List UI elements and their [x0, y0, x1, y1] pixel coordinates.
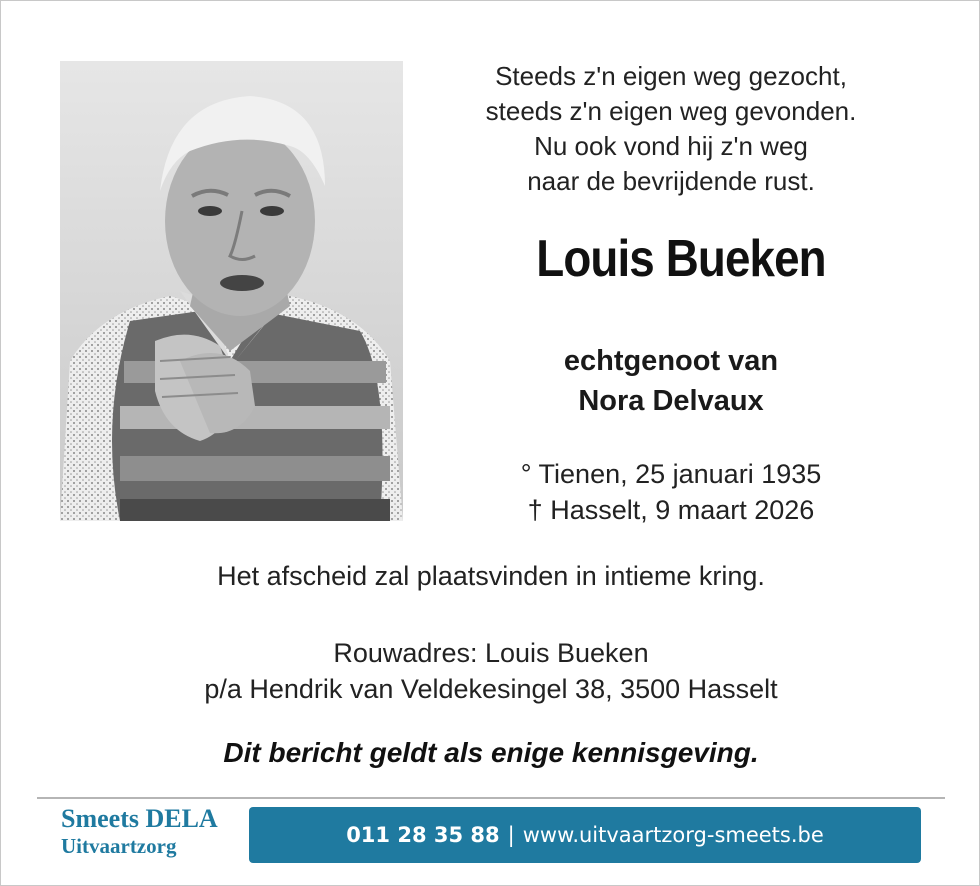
brand-name: Smeets DELA [61, 804, 218, 833]
deceased-name: Louis Bueken [536, 230, 826, 288]
brand-logo [61, 805, 218, 859]
divider [37, 797, 945, 799]
portrait-photo [60, 61, 403, 521]
mourning-address [1, 635, 980, 707]
website-link[interactable]: www.uitvaartzorg-smeets.be [522, 823, 824, 847]
poem-line: steeds z'n eigen weg gevonden. [485, 96, 857, 126]
life-dates [421, 456, 921, 528]
separator: | [507, 823, 515, 847]
address-line: p/a Hendrik van Veldekesingel 38, 3500 Hasselt [204, 674, 778, 704]
spouse-name: Nora Delvaux [578, 385, 764, 417]
death-date: † Hasselt, 9 maart 2026 [527, 495, 815, 525]
memorial-poem [421, 59, 921, 199]
poem-line: Nu ook vond hij z'n weg [534, 131, 808, 161]
spouse-info [421, 341, 921, 421]
poem-line: Steeds z'n eigen weg gezocht, [495, 61, 847, 91]
notice-text: Dit bericht geldt als enige kennisgeving. [223, 737, 759, 768]
phone-number[interactable]: 011 28 35 88 [346, 823, 500, 847]
relation-label: echtgenoot van [563, 345, 779, 377]
brand-subtitle: Uitvaartzorg [61, 834, 177, 858]
birth-date: ° Tienen, 25 januari 1935 [520, 459, 822, 489]
poem-line: naar de bevrijdende rust. [527, 166, 815, 196]
contact-bar [249, 807, 921, 863]
address-line: Rouwadres: Louis Bueken [333, 638, 649, 668]
farewell-text: Het afscheid zal plaatsvinden in intieme kring. [217, 561, 765, 591]
